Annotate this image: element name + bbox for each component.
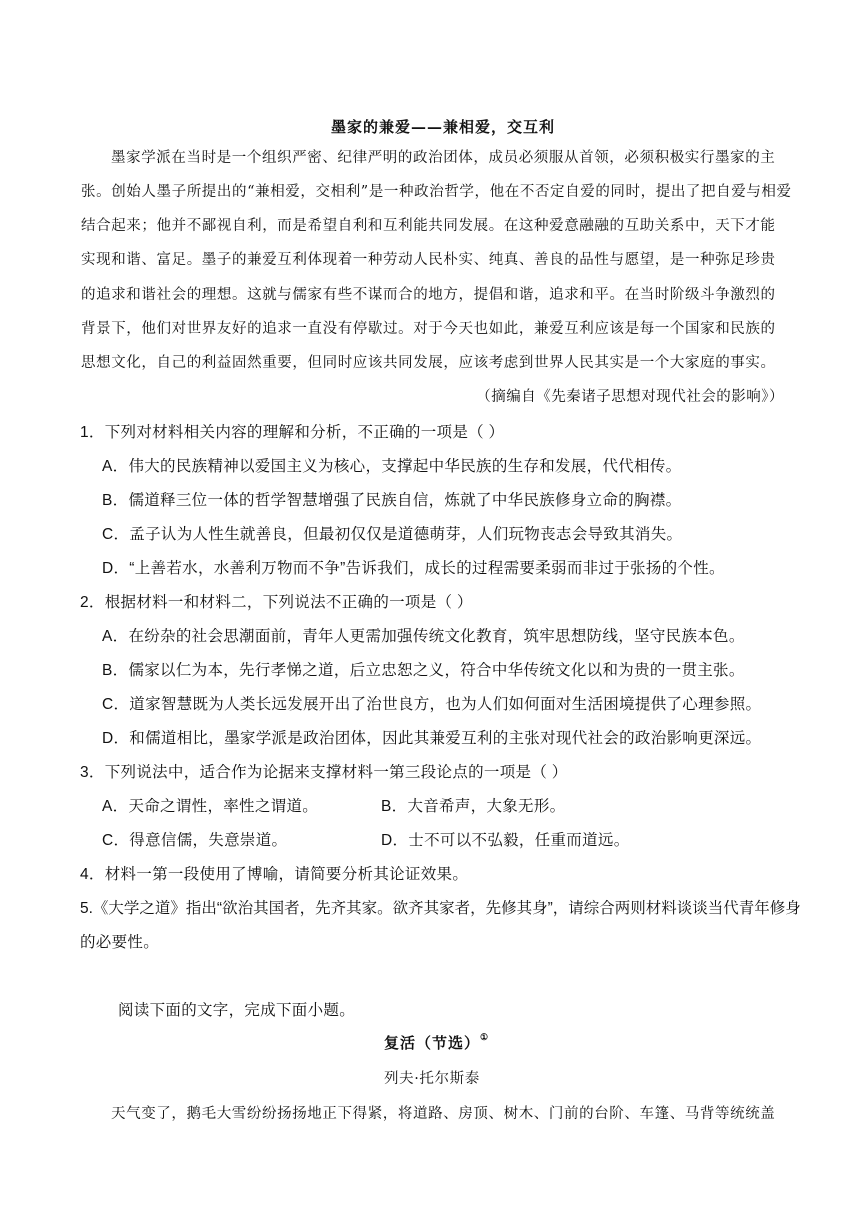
question-1-stem: 1．下列对材料相关内容的理解和分析，不正确的一项是（ ）	[80, 424, 505, 441]
question-1-option-b: B．儒道释三位一体的哲学智慧增强了民族自信，炼就了中华民族修身立命的胸襟。	[102, 492, 682, 509]
story-author: 列夫·托尔斯泰	[384, 1071, 480, 1087]
question-3-stem: 3．下列说法中，适合作为论据来支撑材料一第三段论点的一项是（ ）	[80, 764, 568, 781]
story-first-line: 天气变了，鹅毛大雪纷纷扬扬地正下得紧，将道路、房顶、树木、门前的台阶、车篷、马背等统统盖	[111, 1106, 776, 1122]
question-2-option-c: C．道家智慧既为人类长远发展开出了治世良方，也为人们如何面对生活困境提供了心理参照。	[102, 696, 762, 713]
passage-line: 的追求和谐社会的理想。这就与儒家有些不谋而合的地方，提倡和谐，追求和平。在当时阶级斗争激烈的	[81, 287, 776, 303]
passage-line: 墨家学派在当时是一个组织严密、纪律严明的政治团体，成员必须服从首领，必须积极实行墨家的主	[111, 150, 776, 166]
question-1-option-a: A．伟大的民族精神以爱国主义为核心，支撑起中华民族的生存和发展，代代相传。	[102, 458, 682, 475]
question-3-option-a: A．天命之谓性，率性之谓道。	[102, 798, 319, 815]
passage-line: 思想文化，自己的利益固然重要，但同时应该共同发展，应该考虑到世界人民其实是一个大家庭的事实。	[81, 355, 776, 371]
passage-line: 背景下，他们对世界友好的追求一直没有停歇过。对于今天也如此，兼爱互利应该是每一个国家和民族的	[81, 321, 776, 337]
question-3-option-d: D．士不可以不弘毅，任重而道远。	[381, 832, 630, 849]
story-title	[384, 1032, 489, 1053]
reading-instruction: 阅读下面的文字，完成下面小题。	[118, 1002, 356, 1019]
passage-line: 张。创始人墨子所提出的“兼相爱，交相利”是一种政治哲学，他在不否定自爱的同时，提出了把自爱与相爱	[81, 184, 792, 200]
passage-title: 墨家的兼爱——兼相爱，交互利	[331, 118, 556, 136]
question-2-option-b: B．儒家以仁为本，先行孝悌之道，后立忠恕之义，符合中华传统文化以和为贵的一贯主张。	[102, 662, 745, 679]
question-2-option-a: A．在纷杂的社会思潮面前，青年人更需加强传统文化教育，筑牢思想防线，坚守民族本色。	[102, 628, 745, 645]
question-4-stem: 4．材料一第一段使用了博喻，请简要分析其论证效果。	[80, 866, 469, 883]
question-2-stem: 2．根据材料一和材料二，下列说法不正确的一项是（ ）	[80, 594, 473, 611]
footnote-marker: ①	[480, 1033, 490, 1043]
question-3-option-b: B．大音希声，大象无形。	[381, 798, 566, 815]
question-1-option-c: C．孟子认为人性生就善良，但最初仅仅是道德萌芽，人们玩物丧志会导致其消失。	[102, 526, 683, 543]
passage-line: 实现和谐、富足。墨子的兼爱互利体现着一种劳动人民朴实、纯真、善良的品性与愿望，是一种弥足珍贵	[81, 252, 776, 268]
story-title-text: 复活（节选）	[384, 1034, 481, 1052]
question-3-option-c: C．得意信儒，失意崇道。	[102, 832, 288, 849]
question-2-option-d: D．和儒道相比，墨家学派是政治团体，因此其兼爱互利的主张对现代社会的政治影响更深远。	[102, 730, 762, 747]
question-1-option-d: D．“上善若水，水善利万物而不争”告诉我们，成长的过程需要柔弱而非过于张扬的个性。	[102, 560, 725, 577]
passage-source: （摘编自《先秦诸子思想对现代社会的影响》）	[476, 389, 784, 405]
question-5-stem-continued: 的必要性。	[80, 934, 160, 951]
passage-line: 结合起来；他并不鄙视自利，而是希望自利和互利能共同发展。在这种爱意融融的互助关系中，天下才能	[81, 218, 776, 234]
question-5-stem: 5.《大学之道》指出“欲治其国者，先齐其家。欲齐其家者，先修其身”，请综合两则材料谈谈当代青年修身	[80, 900, 801, 917]
